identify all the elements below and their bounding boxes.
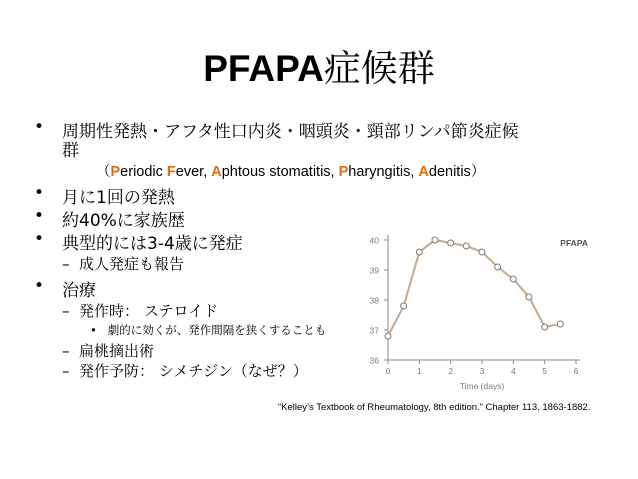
- series-line: [388, 240, 560, 336]
- data-point: [416, 249, 422, 255]
- y-tick-label: 40: [369, 235, 379, 246]
- x-tick-label: 3: [479, 366, 485, 376]
- y-tick-label: 38: [369, 295, 379, 306]
- bullet-adult-onset: – 成人発症も報告: [62, 255, 185, 273]
- x-tick-label: 0: [385, 366, 391, 376]
- data-point: [401, 303, 407, 309]
- data-point: [463, 243, 469, 249]
- y-tick-label: 37: [369, 325, 379, 336]
- x-tick-label: 4: [510, 366, 516, 376]
- data-point: [448, 240, 454, 246]
- slide-title: PFAPA症候群: [203, 47, 435, 90]
- x-tick-label: 6: [573, 366, 579, 376]
- treatment-steroid: – 発作時： ステロイド: [62, 302, 219, 320]
- legend-label: PFAPA: [560, 238, 588, 248]
- data-point: [510, 276, 516, 282]
- treatment-steroid-note: • 劇的に効くが、発作間隔を狭くすることも: [90, 323, 327, 337]
- treatment-cimetidine: – 発作予防： シメチジン（なぜ？）: [62, 362, 308, 380]
- bullet-syndrome-name-cont: 群: [62, 141, 79, 161]
- data-point: [526, 294, 532, 300]
- data-point: [557, 321, 563, 327]
- data-point: [385, 333, 391, 339]
- x-tick-label: 2: [448, 366, 454, 376]
- x-axis-label: Time (days): [459, 381, 505, 391]
- data-point: [479, 249, 485, 255]
- x-tick-label: 1: [416, 366, 422, 376]
- pfapa-expansion: （Periodic Fever, Aphtous stomatitis, Pharyngitis, Adenitis）: [96, 164, 486, 180]
- data-point: [542, 324, 548, 330]
- data-point: [495, 264, 501, 270]
- y-tick-label: 36: [369, 355, 379, 366]
- temperature-chart: [348, 225, 618, 393]
- treatment-tonsillectomy: – 扁桃摘出術: [62, 342, 155, 360]
- reference-citation: “Kelley’s Textbook of Rheumatology, 8th edition.” Chapter 113, 1863-1882.: [278, 402, 591, 413]
- data-point: [432, 237, 438, 243]
- x-tick-label: 5: [542, 366, 548, 376]
- y-tick-label: 39: [369, 265, 379, 276]
